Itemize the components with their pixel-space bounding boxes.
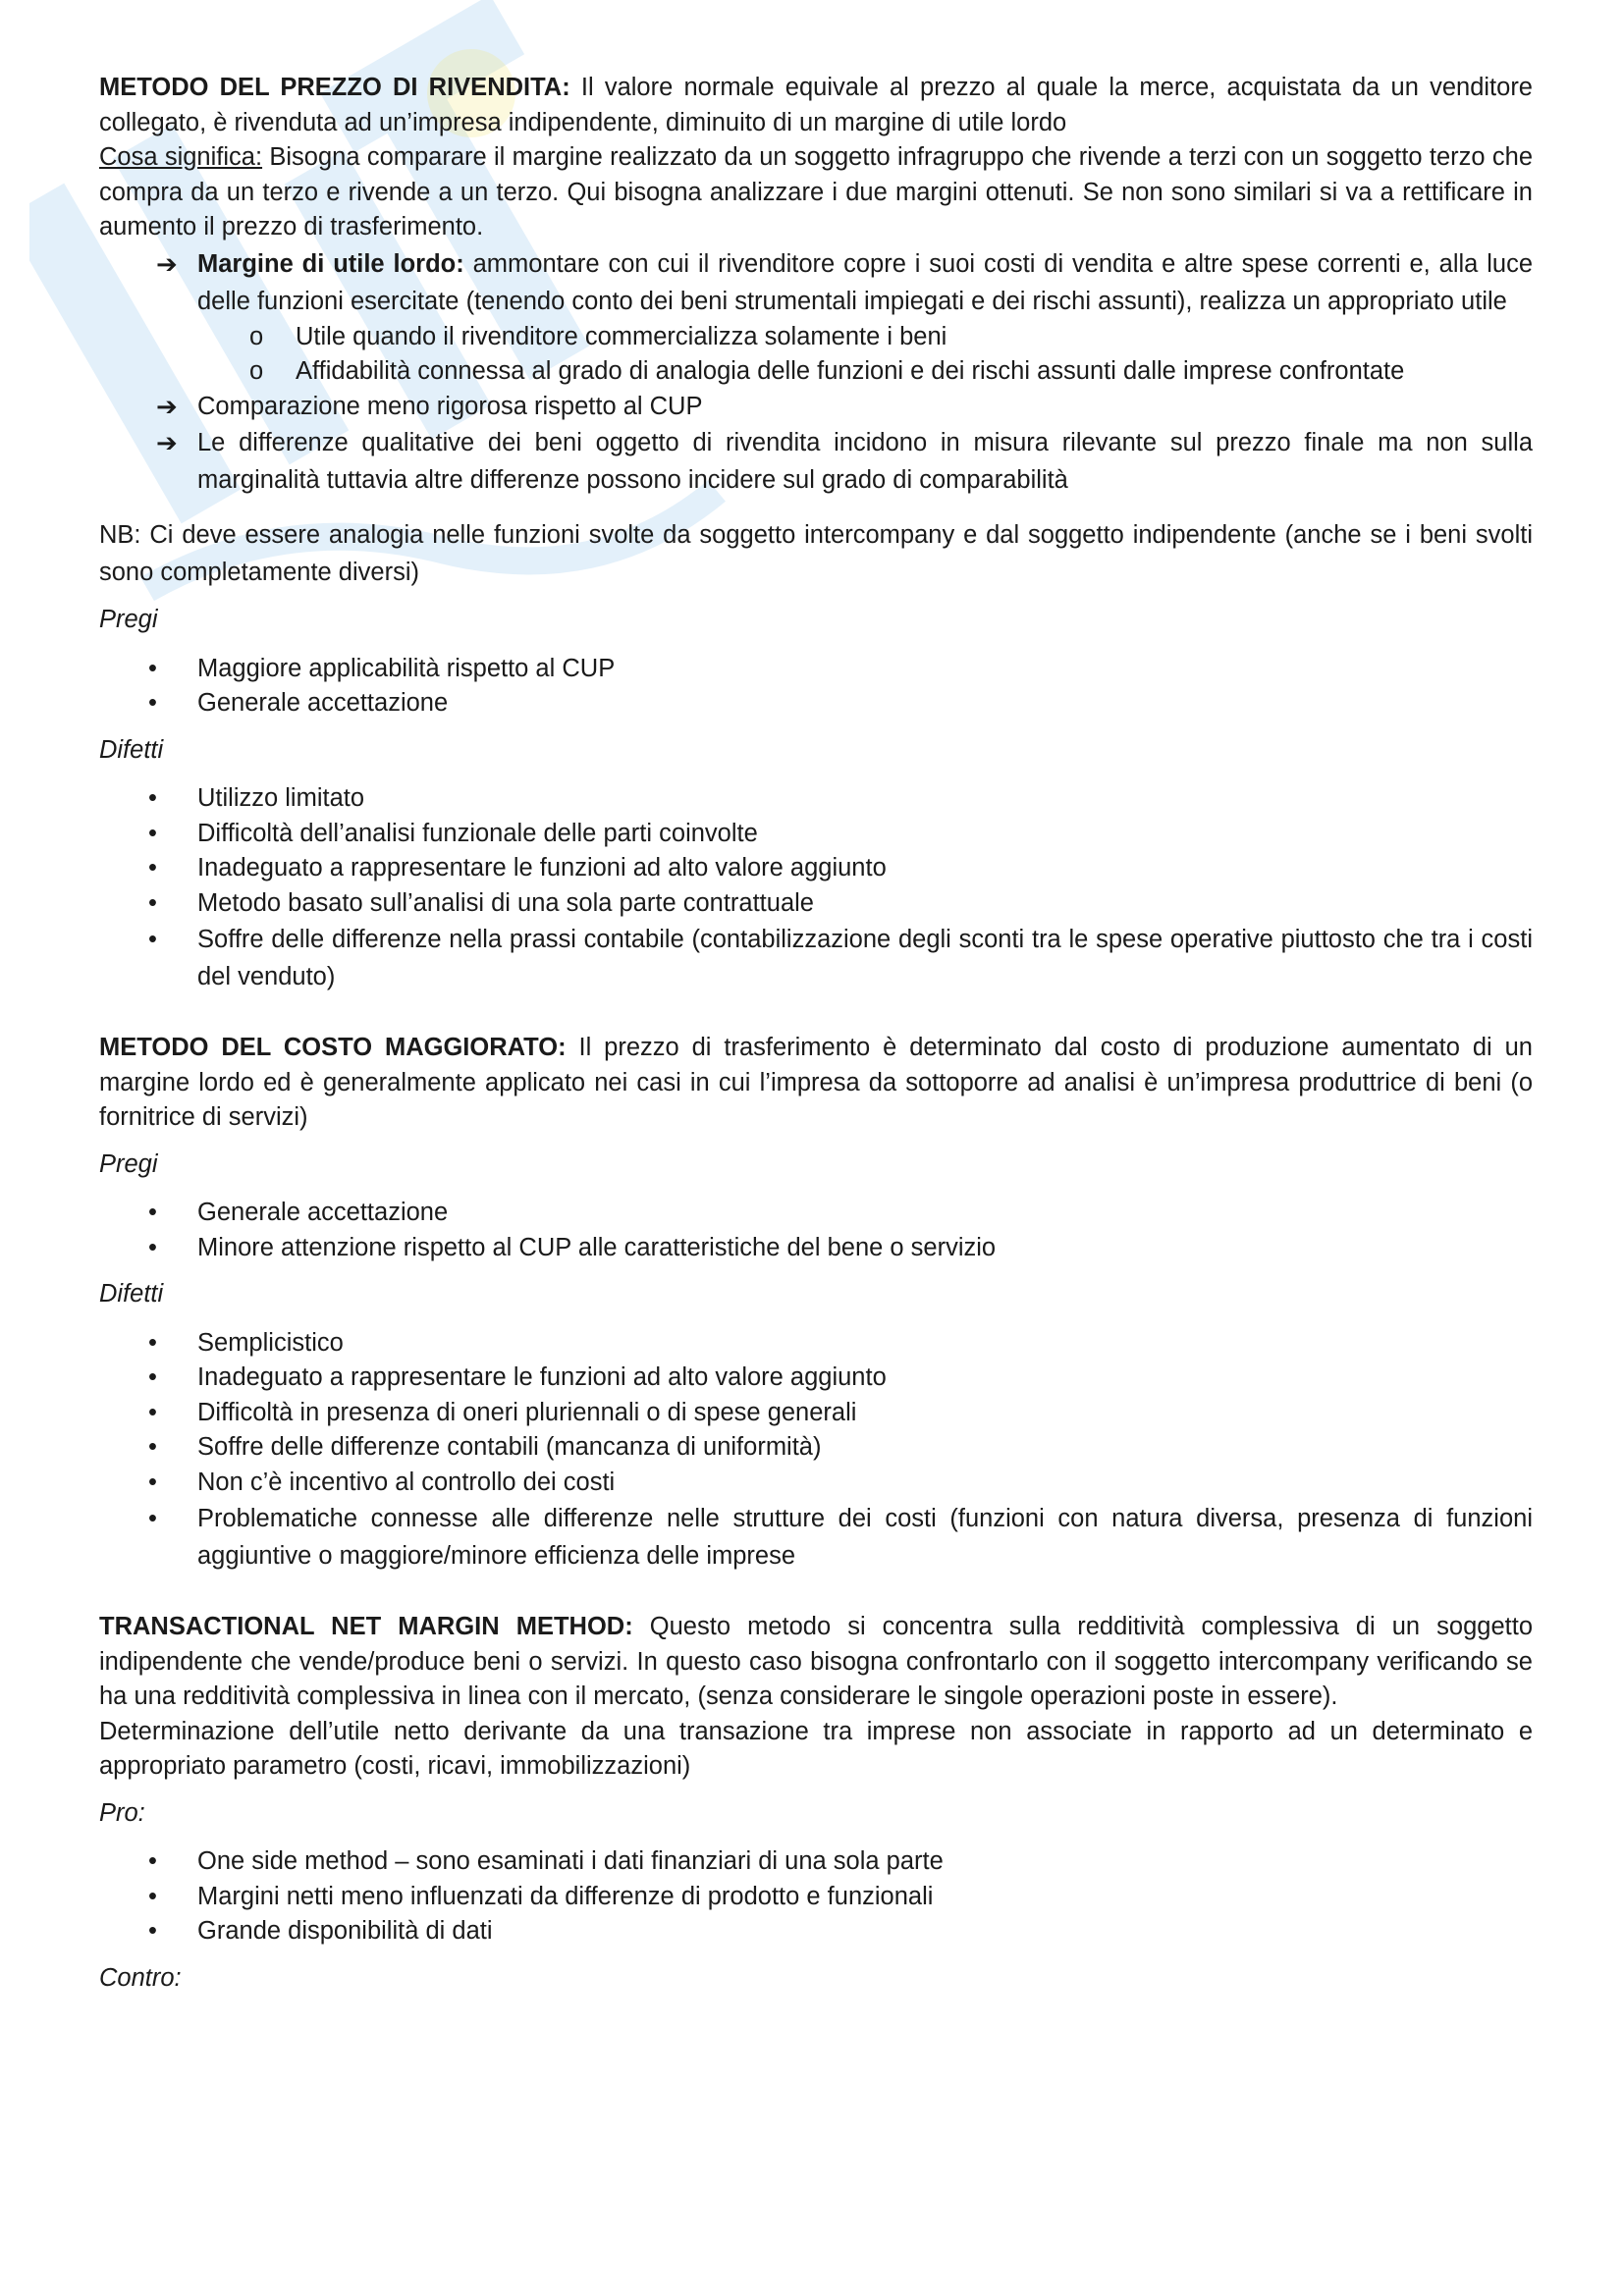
- bullet-icon: •: [148, 784, 157, 812]
- list-item: • One side method – sono esaminati i dati finanziari di una sola parte: [99, 1844, 1533, 1880]
- arrow-icon: ➔: [156, 391, 178, 421]
- bullet-icon: •: [148, 1199, 157, 1226]
- bullet-icon: •: [148, 854, 157, 881]
- bullet-icon: •: [148, 1505, 157, 1532]
- arrow-item: ➔ Comparazione meno rigorosa rispetto al CUP: [99, 390, 1533, 425]
- bullet-icon: •: [148, 1398, 157, 1426]
- list-item: • Difficoltà dell’analisi funzionale delle parti coinvolte: [99, 817, 1533, 852]
- circle-bullet-icon: o: [249, 357, 264, 385]
- sub-item: o Utile quando il rivenditore commercializza solamente i beni: [99, 320, 1533, 355]
- pregi-label: Pregi: [99, 1149, 158, 1178]
- bullet-icon: •: [148, 1363, 157, 1391]
- bullet-icon: •: [148, 1847, 157, 1875]
- list-item: • Metodo basato sull’analisi di una sola parte contrattuale: [99, 886, 1533, 922]
- list-item: • Inadeguato a rappresentare le funzioni ad alto valore aggiunto: [99, 851, 1533, 886]
- list-item: • Soffre delle differenze nella prassi contabile (contabilizzazione degli sconti tra le spese operative piuttosto che tra i costi del venduto): [99, 921, 1533, 995]
- list-item: • Soffre delle differenze contabili (mancanza di uniformità): [99, 1430, 1533, 1466]
- list-item: • Inadeguato a rappresentare le funzioni ad alto valore aggiunto: [99, 1361, 1533, 1396]
- bullet-icon: •: [148, 888, 157, 917]
- list-item: • Non c’è incentivo al controllo dei costi: [99, 1466, 1533, 1501]
- s3-heading: TRANSACTIONAL NET MARGIN METHOD:: [99, 1613, 633, 1640]
- s2-heading: METODO DEL COSTO MAGGIORATO:: [99, 1034, 567, 1061]
- s1-meaning: Cosa significa: Bisogna comparare il margine realizzato da un soggetto infragruppo che rivende a terzi con un soggetto terzo che compra da un terzo e rivende a un terzo. Qui bisogna analizzare i due margini ottenuti. Se non sono similari si va a rettificare in aumento il prezzo di trasferimento.: [99, 143, 1534, 240]
- bullet-icon: •: [148, 1468, 157, 1496]
- s3-para2: Determinazione dell’utile netto derivante da una transazione tra imprese non associate in rapporto ad un determinato e appropriato parametro (costi, ricavi, immobilizzazioni): [99, 1717, 1533, 1780]
- bullet-icon: •: [148, 1917, 157, 1945]
- list-item: • Maggiore applicabilità rispetto al CUP: [99, 652, 1533, 687]
- list-item: • Semplicistico: [99, 1326, 1533, 1362]
- arrow-icon: ➔: [156, 428, 178, 457]
- arrow-item: ➔ Margine di utile lordo: ammontare con cui il rivenditore copre i suoi costi di vendita e altre spese correnti e, alla luce delle funzioni esercitate (tenendo conto dei beni strumentali impiegati e dei rischi assunti), realizza un appropriato utile: [99, 245, 1533, 320]
- bullet-icon: •: [148, 689, 157, 717]
- list-item: • Difficoltà in presenza di oneri pluriennali o di spese generali: [99, 1396, 1533, 1431]
- bullet-icon: •: [148, 1328, 157, 1357]
- list-item: • Generale accettazione: [99, 686, 1533, 721]
- bullet-icon: •: [148, 1882, 157, 1910]
- list-item: • Generale accettazione: [99, 1196, 1533, 1231]
- nb-note: NB: Ci deve essere analogia nelle funzioni svolte da soggetto intercompany e dal soggetto indipendente (anche se i beni svolti sono completamente diversi): [99, 521, 1533, 586]
- contro-label: Contro:: [99, 1963, 182, 1992]
- circle-bullet-icon: o: [249, 322, 264, 350]
- sub-item: o Affidabilità connessa al grado di analogia delle funzioni e dei rischi assunti dalle imprese confrontate: [99, 354, 1533, 390]
- meaning-label: Cosa significa:: [99, 143, 263, 171]
- list-item: • Margini netti meno influenzati da differenze di prodotto e funzionali: [99, 1880, 1533, 1915]
- pregi-label: Pregi: [99, 606, 158, 633]
- bullet-icon: •: [148, 819, 157, 847]
- bullet-icon: •: [148, 926, 157, 953]
- difetti-label: Difetti: [99, 735, 164, 764]
- difetti-label: Difetti: [99, 1280, 164, 1308]
- bullet-icon: •: [148, 1233, 157, 1261]
- pro-label: Pro:: [99, 1798, 145, 1827]
- s3-intro: TRANSACTIONAL NET MARGIN METHOD: Questo metodo si concentra sulla redditività complessiva di un soggetto indipendente che vende/produce beni o servizi. In questo caso bisogna confrontarlo con il soggetto intercompany verificando se ha una redditività complessiva in linea con il mercato, (senza considerare le singole operazioni poste in essere).: [99, 1613, 1534, 1710]
- s1-heading: METODO DEL PREZZO DI RIVENDITA:: [99, 74, 570, 101]
- list-item: • Utilizzo limitato: [99, 781, 1533, 817]
- document-body: [99, 71, 1533, 2009]
- list-item: • Minore attenzione rispetto al CUP alle caratteristiche del bene o servizio: [99, 1231, 1533, 1266]
- s1-intro: METODO DEL PREZZO DI RIVENDITA: Il valore normale equivale al prezzo al quale la merce, acquistata da un venditore collegato, è rivenduta ad un’impresa indipendente, diminuito di un margine di utile lordo: [99, 74, 1533, 136]
- arrow-icon: ➔: [156, 248, 178, 279]
- bullet-icon: •: [148, 1433, 157, 1461]
- bullet-icon: •: [148, 654, 157, 682]
- list-item: • Problematiche connesse alle differenze nelle strutture dei costi (funzioni con natura diversa, presenza di funzioni aggiuntive o maggiore/minore efficienza delle imprese: [99, 1500, 1533, 1575]
- list-item: • Grande disponibilità di dati: [99, 1914, 1533, 1949]
- s2-intro: METODO DEL COSTO MAGGIORATO: Il prezzo di trasferimento è determinato dal costo di produzione aumentato di un margine lordo ed è generalmente applicato nei casi in cui l’impresa da sottoporre ad analisi è un’impresa produttrice di beni (o fornitrice di servizi): [99, 1034, 1533, 1131]
- arrow-item: ➔ Le differenze qualitative dei beni oggetto di rivendita incidono in misura rilevante sul prezzo finale ma non sulla marginalità tuttavia altre differenze possono incidere sul grado di comparabilità: [99, 424, 1533, 499]
